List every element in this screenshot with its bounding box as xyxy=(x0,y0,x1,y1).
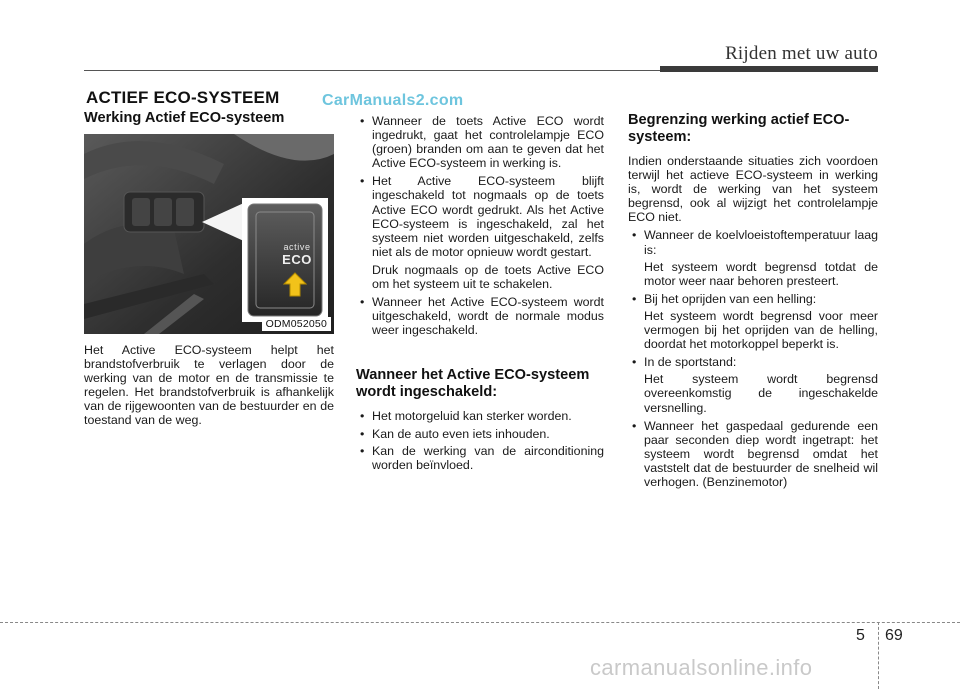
eco-button-text-eco: ECO xyxy=(282,252,312,267)
image-code-label: ODM052050 xyxy=(262,317,331,331)
dashboard-illustration xyxy=(84,134,334,334)
column-3-intro: Indien onderstaande situaties zich voordoen terwijl het actieve ECO-systeem in werking is, wordt de werking van het systeem begrensd, ook al wijzigt het controlelampje ECO niet. xyxy=(628,154,878,225)
detail-sport-mode: Het systeem wordt begrensd overeenkomstig de ingeschakelde versnelling. xyxy=(644,372,878,415)
column-2-heading: Wanneer het Active ECO-systeem wordt ingeschakeld: xyxy=(356,367,590,401)
column-2 xyxy=(356,114,604,472)
header-rule-thin xyxy=(84,70,660,71)
column-1-heading-wrap xyxy=(84,110,334,127)
column-1-paragraph: Het Active ECO-systeem helpt het brandstofverbruik te verlagen door de werking van de motor en de transmissie te regelen. Het brandstofverbruik is afhankelijk van de rijgewoonten van de bestuurder en de toestand van de weg. xyxy=(84,343,334,428)
detail-coolant-low: Het systeem wordt begrensd totdat de motor weer naar behoren presteert. xyxy=(644,259,878,288)
bullet-coolant-low: • Wanneer de koelvloeistoftemperatuur laag is: xyxy=(628,228,878,256)
bullet-eco-stays-on: • Het Active ECO-systeem blijft ingeschakeld tot nogmaals op de toets Active ECO wordt gedrukt. Als het Active ECO-systeem is ingeschakeld, zal het systeem niet worden uitgeschakeld, zelfs niet als de motor opnieuw wordt gestart. xyxy=(356,174,604,259)
bullet-sport-mode: • In de sportstand: xyxy=(628,355,878,369)
bullet-engine-sound: • Het motorgeluid kan sterker worden. xyxy=(356,409,604,423)
bullet-hill: • Bij het oprijden van een helling: xyxy=(628,292,878,306)
bullet-eco-continuation: Druk nogmaals op de toets Active ECO om het systeem uit te schakelen. xyxy=(372,262,604,292)
bullet-accelerator: • Wanneer het gaspedaal gedurende een paar seconden diep wordt ingetrapt: het systeem wordt begrensd omdat het vaststelt dat de bestuurder de snelheid wil verhogen. (Benzinemotor) xyxy=(628,419,878,489)
eco-arrow-icon xyxy=(283,272,307,298)
bullet-eco-button-pressed: • Wanneer de toets Active ECO wordt ingedrukt, gaat het controlelampje ECO (groen) branden om aan te geven dat het Active ECO-systeem in werking is. xyxy=(356,114,604,170)
watermark-top: CarManuals2.com xyxy=(322,92,464,109)
footer-dashed-line xyxy=(0,622,960,623)
section-title: ACTIEF ECO-SYSTEEM xyxy=(86,88,280,107)
footer-chapter-number: 5 xyxy=(856,627,865,644)
footer-page-number: 69 xyxy=(885,627,903,644)
chapter-title: Rijden met uw auto xyxy=(725,43,878,64)
column-1-body xyxy=(84,343,334,428)
column-3 xyxy=(628,112,878,489)
bullet-airconditioning: • Kan de werking van de airconditioning worden beïnvloed. xyxy=(356,444,604,472)
bullet-car-hold-back: • Kan de auto even iets inhouden. xyxy=(356,427,604,441)
detail-hill: Het systeem wordt begrensd voor meer vermogen bij het oprijden van de helling, doordat het motorkoppel beperkt is. xyxy=(644,308,878,352)
header-rule-thick xyxy=(660,66,878,72)
dashboard-photo xyxy=(84,134,334,334)
column-3-heading: Begrenzing werking actief ECO-systeem: xyxy=(628,112,850,145)
watermark-bottom: carmanualsonline.info xyxy=(590,655,813,680)
footer-dashed-divider xyxy=(878,622,879,689)
column-1-heading: Werking Actief ECO-systeem xyxy=(84,110,285,126)
eco-button-text-active: active xyxy=(283,242,311,252)
bullet-eco-off-normal-mode: • Wanneer het Active ECO-systeem wordt uitgeschakeld, wordt de normale modus weer ingeschakeld. xyxy=(356,295,604,337)
